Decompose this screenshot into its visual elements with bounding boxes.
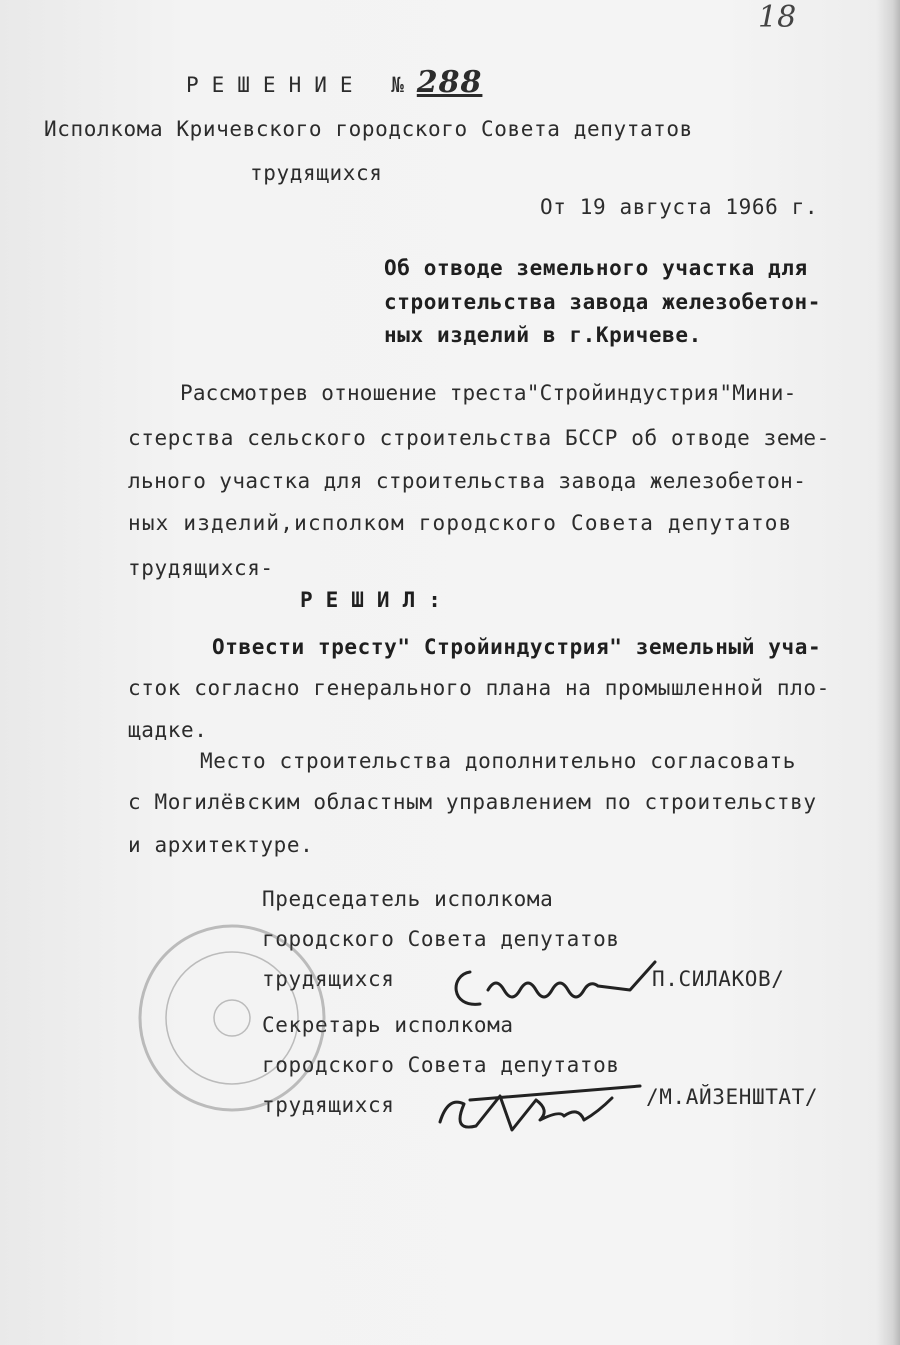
secretary-signature — [440, 1086, 640, 1130]
chair-title-line-1: Председатель исполкома — [262, 887, 554, 911]
issuer-line-1: Исполкома Кричевского городского Совета депутатов — [44, 117, 693, 141]
seal-inner-ring — [166, 952, 298, 1084]
point-1-line-1: Отвести тресту" Стройиндустрия" земельный уча- — [212, 635, 822, 659]
subject-line-1: Об отводе земельного участка для — [384, 256, 808, 280]
chair-title-line-2: городского Совета депутатов — [262, 927, 620, 951]
subject-line-2: строительства завода железобетон- — [384, 290, 822, 314]
decision-number: 288 — [416, 65, 483, 100]
secretary-name: /М.АЙЗЕНШТАТ/ — [646, 1085, 819, 1109]
chair-name: П.СИЛАКОВ/ — [652, 967, 785, 991]
point-2-line-3: и архитектуре. — [128, 833, 314, 857]
secretary-title-line-3: трудящихся — [262, 1093, 395, 1117]
preamble-line-2: стерства сельского строительства БССР об отводе земе- — [128, 426, 830, 450]
seal-center — [214, 1000, 250, 1036]
issuer-line-2: трудящихся — [250, 161, 383, 185]
preamble-line-4: ных изделий,исполком городского Совета депутатов — [128, 511, 793, 535]
decided-heading: РЕШИЛ: — [300, 588, 454, 612]
seal-outer-ring — [140, 926, 324, 1110]
chair-title-line-3: трудящихся — [262, 967, 395, 991]
secretary-title-line-2: городского Совета депутатов — [262, 1053, 620, 1077]
point-2-line-1: Место строительства дополнительно согласовать — [200, 749, 796, 773]
title-word: РЕШЕНИЕ № — [186, 73, 417, 97]
subject-line-3: ных изделий в г.Кричеве. — [384, 323, 702, 347]
preamble-line-5: трудящихся- — [128, 556, 274, 580]
preamble-line-1: Рассмотрев отношение треста"Стройиндустрия"Мини- — [180, 381, 797, 405]
chair-signature — [456, 962, 655, 1004]
point-1-line-3: щадке. — [128, 718, 208, 742]
point-1-line-2: сток согласно генерального плана на промышленной пло- — [128, 676, 830, 700]
document-date: От 19 августа 1966 г. — [540, 195, 819, 219]
official-seal — [140, 926, 324, 1110]
secretary-title-line-1: Секретарь исполкома — [262, 1013, 514, 1037]
folio-number: 18 — [758, 0, 797, 35]
point-2-line-2: с Могилёвским областным управлением по строительству — [128, 790, 817, 814]
preamble-line-3: льного участка для строительства завода железобетон- — [128, 469, 807, 493]
